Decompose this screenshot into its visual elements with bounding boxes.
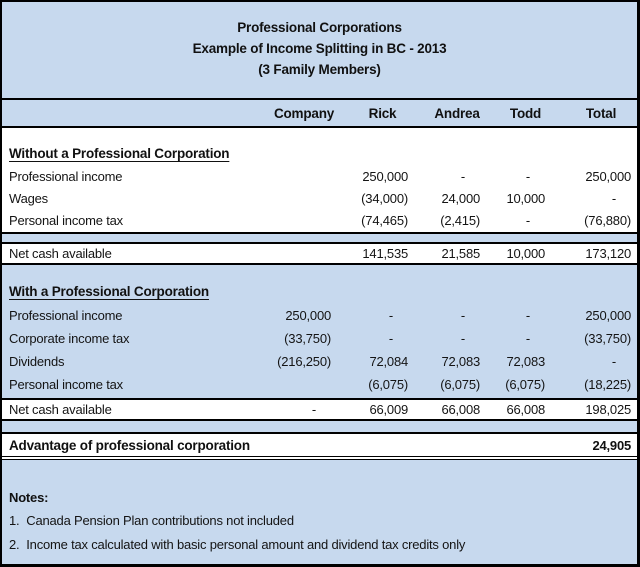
cell-andrea: 21,585 [441,246,480,261]
separator-band [2,232,637,244]
cell-rick: (6,075) [368,377,408,392]
row-label: Personal income tax [9,213,123,228]
cell-andrea: - [460,308,465,323]
cell-total: (76,880) [584,213,631,228]
cell-todd: (6,075) [505,377,545,392]
row-label: Professional income [9,308,123,323]
notes-heading: Notes: [9,490,49,505]
cell-rick: 72,084 [369,354,408,369]
cell-todd: 10,000 [506,246,545,261]
cell-andrea: (2,415) [440,213,480,228]
cell-todd: 10,000 [506,191,545,206]
cell-rick: (34,000) [361,191,408,206]
cell-rick: - [388,331,393,346]
section-with-corporation [2,265,637,400]
column-header-total: Total [585,105,617,121]
cell-total: - [611,191,616,206]
row-professional-income [2,166,637,188]
cell-total: 250,000 [585,308,631,323]
column-header-rick: Rick [368,105,397,121]
row-label: Dividends [9,354,65,369]
cell-total: 250,000 [585,169,631,184]
cell-todd: 72,083 [506,354,545,369]
note-item-2: 2. Income tax calculated with basic personal amount and dividend tax credits only [9,536,466,552]
cell-andrea: (6,075) [440,377,480,392]
row-personal-income-tax [2,210,637,232]
cell-rick: (74,465) [361,213,408,228]
cell-total: 173,120 [585,246,631,261]
cell-rick: 141,535 [362,246,408,261]
cell-total: 198,025 [585,402,631,417]
cell-company: - [311,402,316,417]
cell-todd: - [525,213,530,228]
row-wages [2,188,637,210]
net-cash-row-without [2,244,637,265]
section-without-corporation [2,128,637,232]
cell-andrea: - [460,331,465,346]
cell-rick: 66,009 [369,402,408,417]
row-label: Personal income tax [9,377,123,392]
cell-company: 250,000 [285,308,331,323]
row-label: Net cash available [9,246,112,261]
column-header-todd: Todd [509,105,542,121]
cell-company: (216,250) [277,354,331,369]
cell-todd: - [525,308,530,323]
column-header-row [2,100,637,128]
section-heading: With a Professional Corporation [9,284,209,299]
notes-section [2,460,637,564]
cell-total: (18,225) [584,377,631,392]
row-label: Professional income [9,169,123,184]
cell-andrea: 24,000 [441,191,480,206]
title-line-2: Example of Income Splitting in BC - 2013 [192,41,447,56]
row-dividends [2,350,637,373]
cell-andrea: - [460,169,465,184]
cell-company: (33,750) [284,331,331,346]
row-label: Wages [9,191,48,206]
section-heading: Without a Professional Corporation [9,146,230,161]
net-cash-row-with [2,400,637,421]
note-item-1: 1. Canada Pension Plan contributions not included [9,513,294,528]
separator-band [2,421,637,434]
column-header-company: Company [273,105,335,121]
advantage-total: 24,905 [592,437,631,453]
row-label: Net cash available [9,402,112,417]
advantage-row [2,434,637,460]
row-corporate-income-tax [2,327,637,350]
title-line-3: (3 Family Members) [258,62,381,77]
cell-todd: 66,008 [506,402,545,417]
cell-rick: - [388,308,393,323]
row-label: Corporate income tax [9,331,130,346]
title-block [2,2,637,100]
cell-total: (33,750) [584,331,631,346]
cell-rick: 250,000 [362,169,408,184]
column-header-andrea: Andrea [434,105,480,121]
row-personal-income-tax [2,373,637,396]
advantage-label: Advantage of professional corporation [9,437,250,453]
cell-andrea: 72,083 [441,354,480,369]
row-professional-income [2,304,637,327]
cell-andrea: 66,008 [441,402,480,417]
cell-total: - [611,354,616,369]
cell-todd: - [525,331,530,346]
title-line-1: Professional Corporations [237,20,402,35]
cell-todd: - [525,169,530,184]
